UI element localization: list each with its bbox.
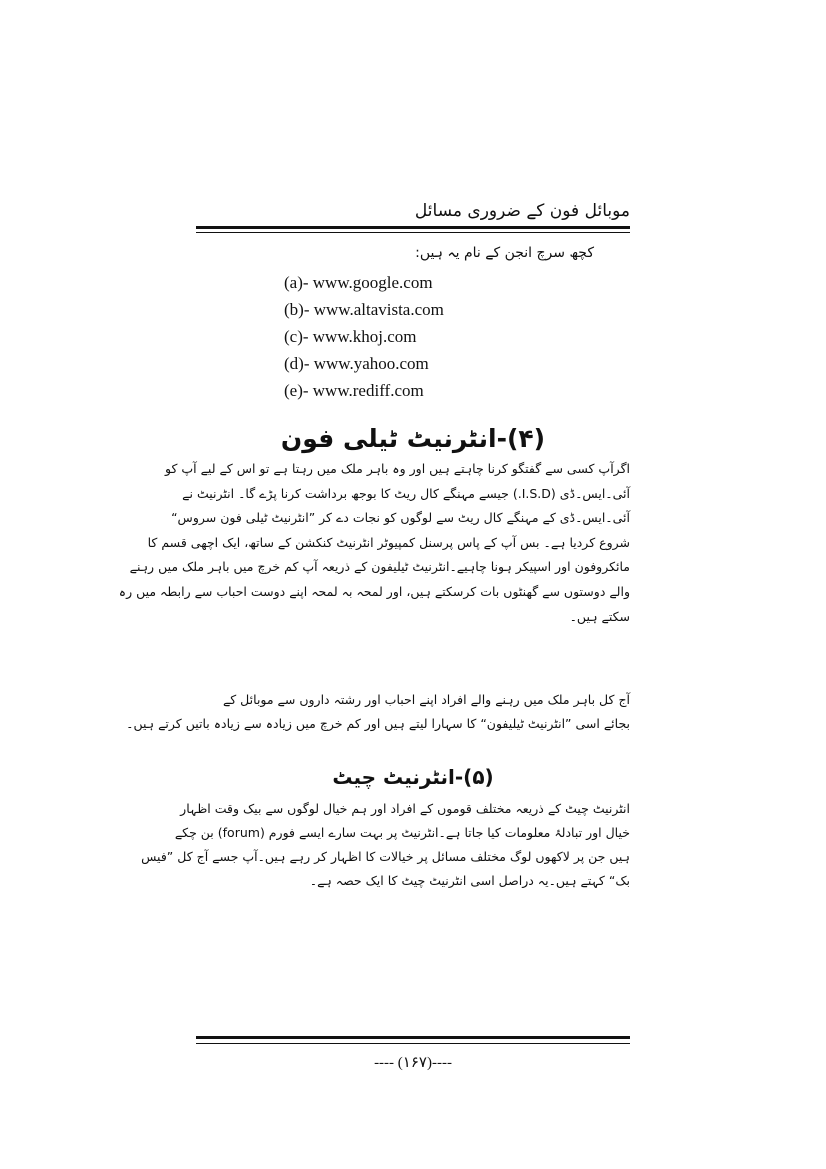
search-engine-item xyxy=(284,323,524,350)
item-label: (c)- xyxy=(284,327,309,346)
text-line: سکتے ہیں۔ xyxy=(569,608,630,624)
section-4-paragraph-2 xyxy=(126,688,630,736)
item-label: (b)- xyxy=(284,300,310,319)
text-line: بک“ کہتے ہیں۔یہ دراصل اسی انٹرنیٹ چیٹ کا ایک حصہ ہے۔ xyxy=(309,873,630,888)
item-url: www.rediff.com xyxy=(312,381,424,400)
header-rule-thin xyxy=(196,232,630,233)
text-line: آئی۔ایس۔ڈی کے مہنگے کال ریٹ سے لوگوں کو نجات دے کر ”انٹرنیٹ ٹیلی فون سروس“ xyxy=(171,510,630,526)
text-line: والے دوستوں سے گھنٹوں بات کرسکتے ہیں، اور لمحہ بہ لمحہ اپنے دوست احباب سے رابطہ میں رہ xyxy=(118,583,630,599)
text-line: اگرآپ کسی سے گفتگو کرنا چاہتے ہیں اور وہ باہر ملک میں رہتا ہے تو اس کے لیے آپ کو xyxy=(165,461,630,476)
section-4-paragraph-1 xyxy=(118,457,630,629)
section-4-heading: (۴)-انٹرنیٹ ٹیلی فون xyxy=(280,424,546,453)
item-url: www.altavista.com xyxy=(313,300,444,319)
search-engine-item xyxy=(284,296,524,323)
item-url: www.khoj.com xyxy=(312,327,417,346)
search-engine-item xyxy=(284,350,524,377)
text-line: مائکروفون اور اسپیکر ہونا چاہیے۔انٹرنیٹ ٹیلیفون کے ذریعہ آپ کم خرچ میں باہر ملک میں رہنے xyxy=(129,559,630,575)
search-engine-intro: کچھ سرچ انجن کے نام یہ ہیں: xyxy=(415,245,594,261)
search-engine-list xyxy=(284,269,524,404)
item-label: (a)- xyxy=(284,273,309,292)
item-label: (e)- xyxy=(284,381,309,400)
footer-rule-thin xyxy=(196,1043,630,1044)
footer-rule-thick xyxy=(196,1036,630,1039)
running-title: موبائل فون کے ضروری مسائل xyxy=(414,201,630,221)
item-url: www.google.com xyxy=(312,273,433,292)
section-5-paragraph xyxy=(141,797,630,893)
text-line: بجائے اسی ”انٹرنیٹ ٹیلیفون“ کا سہارا لیتے ہیں اور کم خرچ میں زیادہ سے زیادہ باتیں کرتے ہیں۔ xyxy=(126,716,630,731)
header-rule-thick xyxy=(196,226,630,229)
search-engine-item xyxy=(284,269,524,296)
page-number: ---- (۱۶۷)---- xyxy=(374,1055,452,1071)
text-line: آئی۔ایس۔ڈی (I.S.D.) جیسے مہنگے کال ریٹ کا بوجھ برداشت کرنا پڑے گا۔ انٹرنیٹ نے xyxy=(182,485,630,501)
text-line: آج کل باہر ملک میں رہنے والے افراد اپنے احباب اور رشتہ داروں سے موبائل کے xyxy=(222,692,630,707)
search-engine-item xyxy=(284,377,524,404)
text-line: ہیں جن پر لاکھوں لوگ مختلف مسائل پر خیالات کا اظہار کر رہے ہیں۔آپ جسے آج کل ”فیس xyxy=(141,849,630,864)
item-label: (d)- xyxy=(284,354,310,373)
text-line: شروع کردیا ہے۔ بس آپ کے پاس پرسنل کمپیوٹر انٹرنیٹ کنکشن کے ساتھ، ایک اچھی قسم کا xyxy=(147,534,630,550)
text-line: انٹرنیٹ چیٹ کے ذریعہ مختلف قوموں کے افراد اور ہم خیال لوگوں سے بیک وقت اظہار xyxy=(180,801,630,816)
text-line: خیال اور تبادلۂ معلومات کیا جاتا ہے۔انٹرنیٹ پر بہت سارے ایسے فورم (forum) بن چکے xyxy=(174,825,630,840)
item-url: www.yahoo.com xyxy=(313,354,429,373)
section-5-heading: (۵)-انٹرنیٹ چیٹ xyxy=(332,765,494,789)
